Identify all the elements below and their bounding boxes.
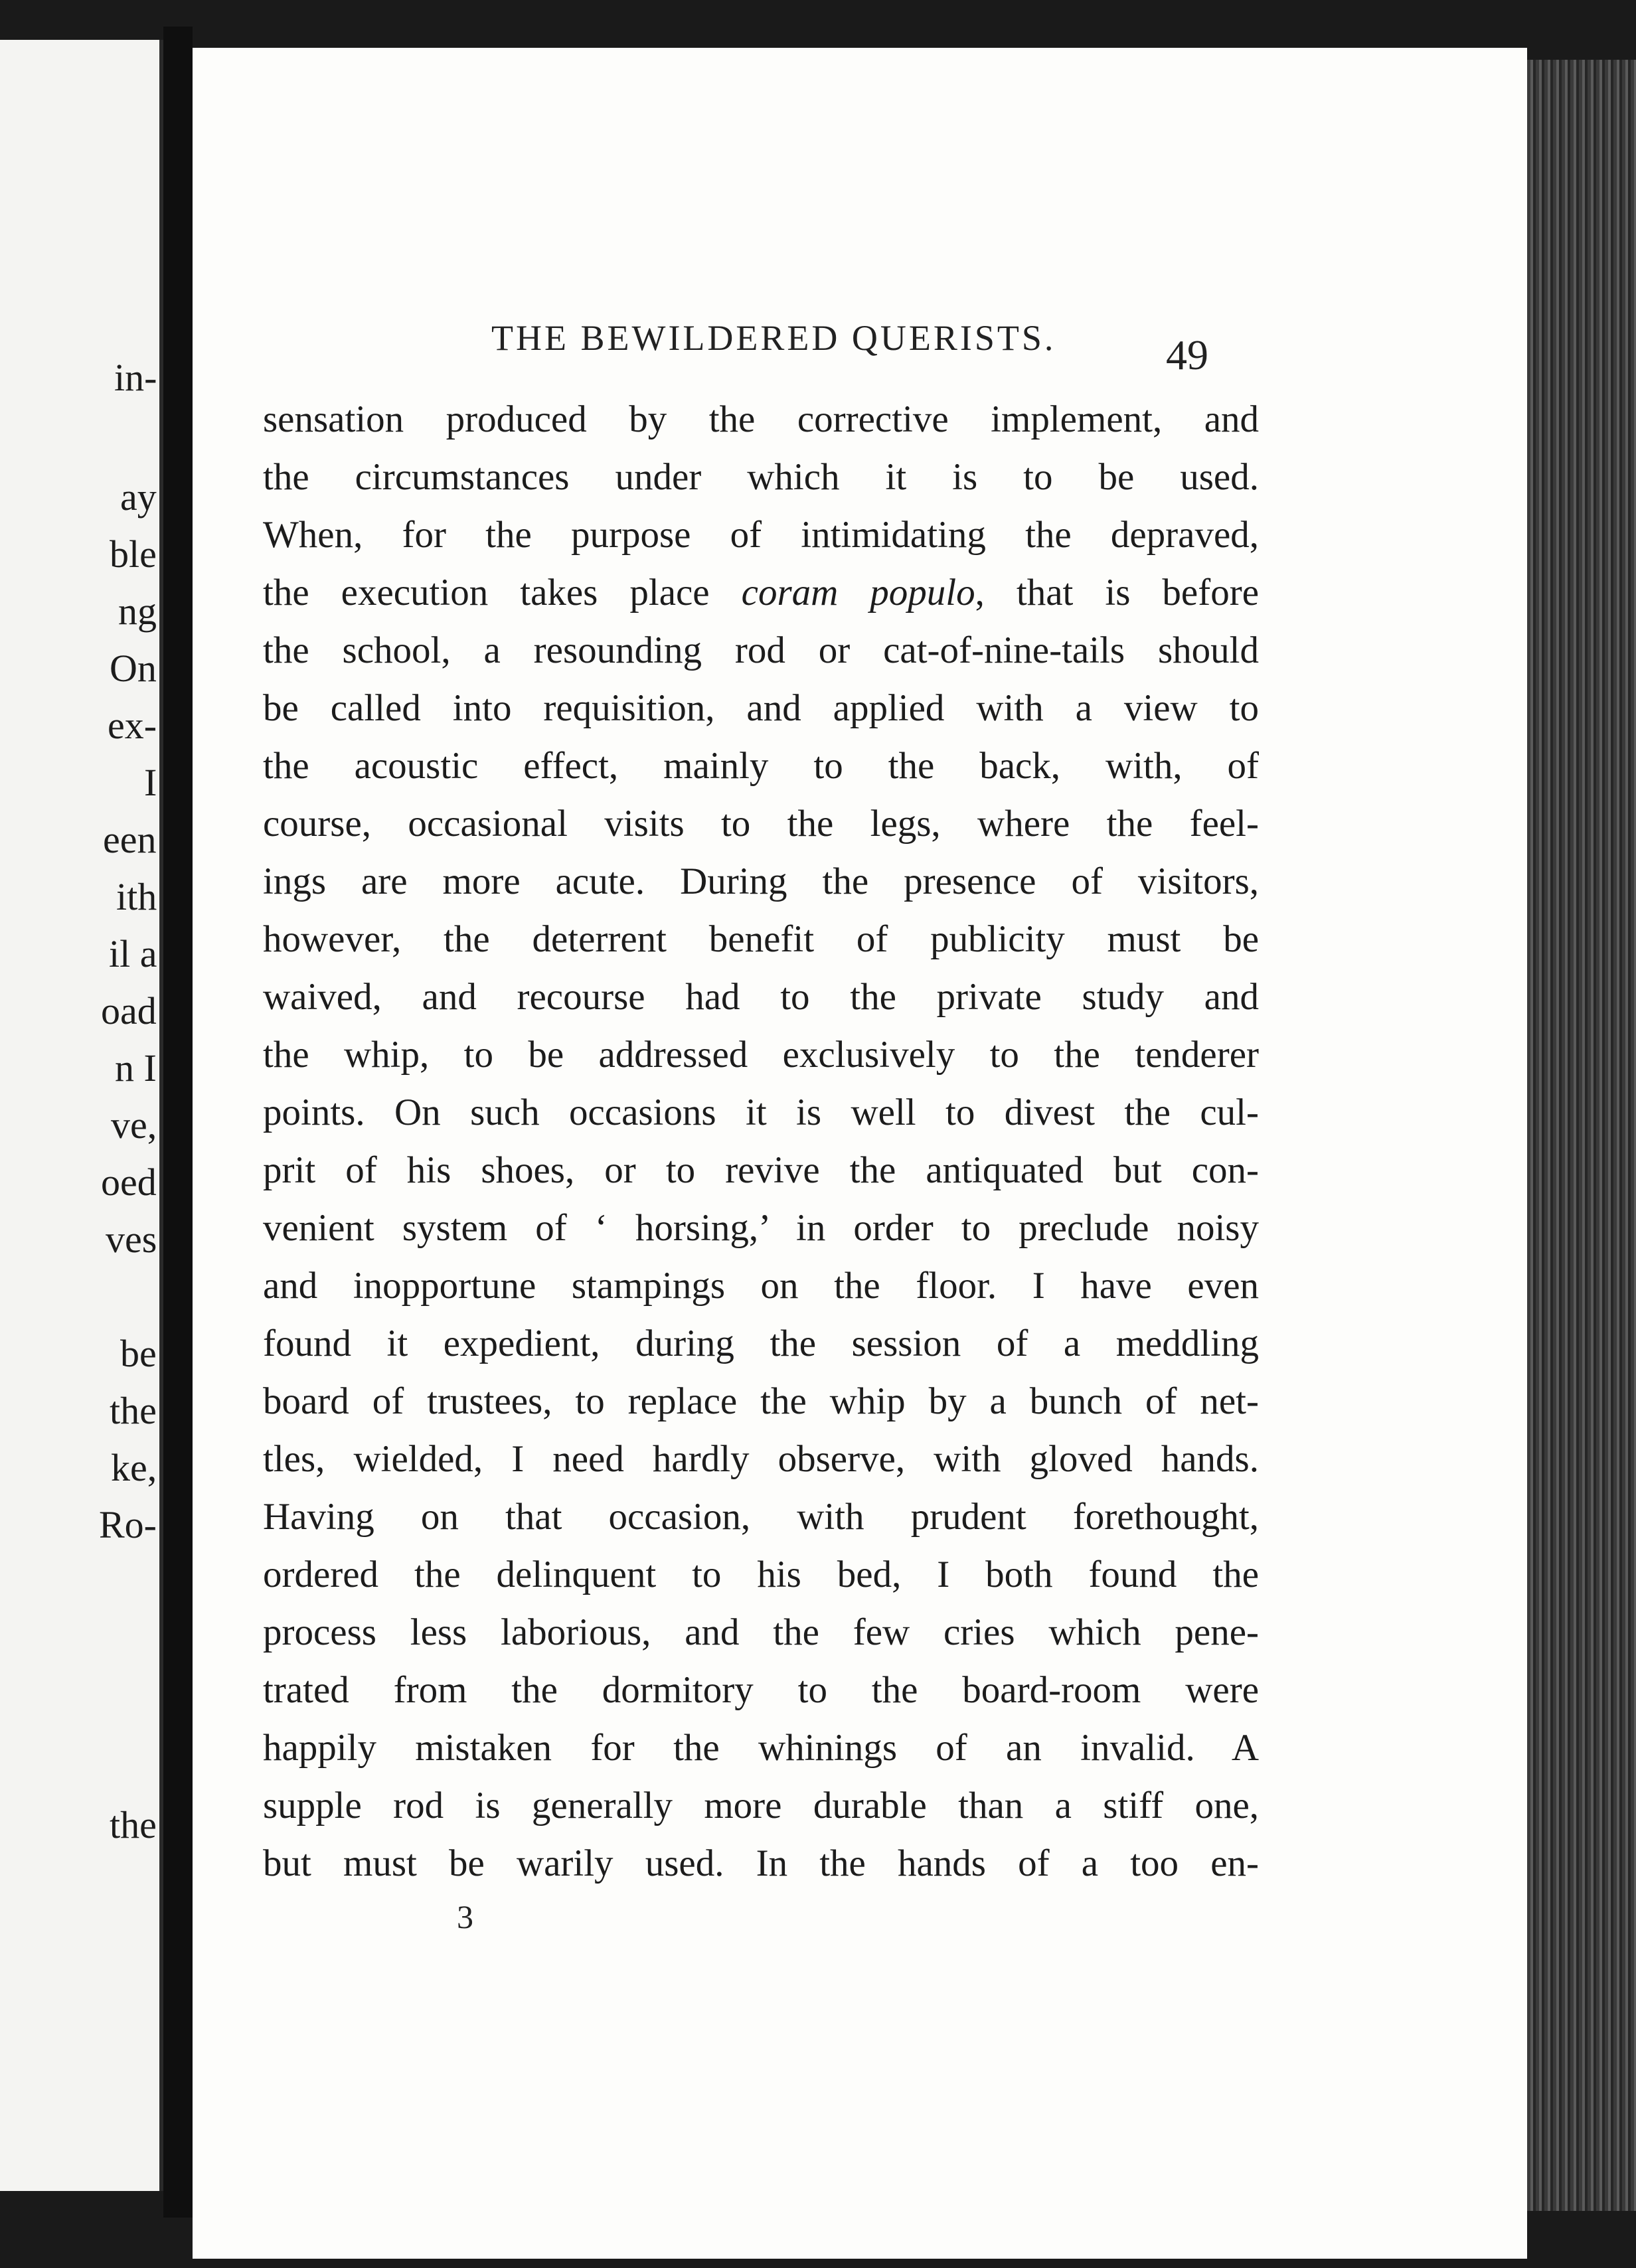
left-page-fragment: il a — [109, 932, 157, 975]
text-line: ings are more acute. During the presence of visitors, — [263, 860, 1259, 902]
text-line: When, for the purpose of intimidating the depraved, — [263, 514, 1259, 556]
running-header: THE BEWILDERED QUERISTS. — [491, 318, 1056, 358]
left-page-fragment: ves — [106, 1218, 157, 1261]
left-page-fragment: oad — [101, 989, 157, 1032]
left-page-fragment: the — [110, 1803, 157, 1846]
text-line: supple rod is generally more durable than a stiff one, — [263, 1785, 1259, 1826]
text-line: course, occasional visits to the legs, where the feel- — [263, 803, 1259, 845]
text-line: ordered the delinquent to his bed, I both found the — [263, 1554, 1259, 1595]
left-page-fragment: een — [103, 818, 157, 861]
text-line: but must be warily used. In the hands of a too en- — [263, 1842, 1259, 1884]
text-line: process less laborious, and the few cries which pene- — [263, 1611, 1259, 1653]
left-page-fragment: ng — [118, 590, 157, 633]
text-line: the execution takes place coram populo, that is before — [263, 572, 1259, 613]
text-line: trated from the dormitory to the board-room were — [263, 1669, 1259, 1711]
text-line: prit of his shoes, or to revive the antiquated but con- — [263, 1149, 1259, 1191]
text-line: Having on that occasion, with prudent forethought, — [263, 1496, 1259, 1538]
text-line: happily mistaken for the whinings of an invalid. A — [263, 1727, 1259, 1769]
left-page-fragment: ex- — [108, 704, 157, 747]
left-page-fragment: ke, — [111, 1446, 157, 1489]
body-text — [263, 390, 1259, 1892]
text-line: the whip, to be addressed exclusively to the tenderer — [263, 1034, 1259, 1076]
text-line: and inopportune stampings on the floor. I have even — [263, 1265, 1259, 1307]
text-line: found it expedient, during the session of a meddling — [263, 1323, 1259, 1364]
left-page-fragment: ble — [110, 532, 157, 576]
left-page-fragment: Ro- — [99, 1503, 157, 1546]
text-line: the school, a resounding rod or cat-of-nine-tails should — [263, 629, 1259, 671]
text-line: board of trustees, to replace the whip by a bunch of net- — [263, 1380, 1259, 1422]
left-page-fragment: I — [144, 761, 157, 804]
left-page-fragment: be — [120, 1332, 157, 1375]
text-line: the acoustic effect, mainly to the back, with, of — [263, 745, 1259, 787]
left-page-fragment: ay — [120, 475, 157, 519]
left-page-fragment: n I — [115, 1046, 157, 1090]
text-line: sensation produced by the corrective implement, and — [263, 398, 1259, 440]
text-line: be called into requisition, and applied with a view to — [263, 687, 1259, 729]
left-page-fragment: oed — [101, 1161, 157, 1204]
left-page-fragment: ith — [116, 875, 157, 918]
text-line: waived, and recourse had to the private study and — [263, 976, 1259, 1018]
text-line: however, the deterrent benefit of publicity must be — [263, 918, 1259, 960]
text-line: the circumstances under which it is to be used. — [263, 456, 1259, 498]
text-line: points. On such occasions it is well to divest the cul- — [263, 1092, 1259, 1133]
left-page-edge — [0, 40, 163, 2191]
left-page-fragment: ve, — [111, 1103, 157, 1147]
book-gutter — [163, 27, 193, 2218]
italic-phrase: coram populo — [741, 572, 975, 613]
page-edges — [1527, 60, 1636, 2211]
signature-mark: 3 — [457, 1898, 473, 1935]
left-page-fragment: the — [110, 1389, 157, 1432]
page-number: 49 — [1166, 331, 1208, 378]
left-page-fragment: On — [110, 647, 157, 690]
text-line: venient system of ‘ horsing,’ in order to preclude noisy — [263, 1207, 1259, 1249]
left-page-fragment: in- — [114, 356, 157, 399]
text-line: tles, wielded, I need hardly observe, with gloved hands. — [263, 1438, 1259, 1480]
